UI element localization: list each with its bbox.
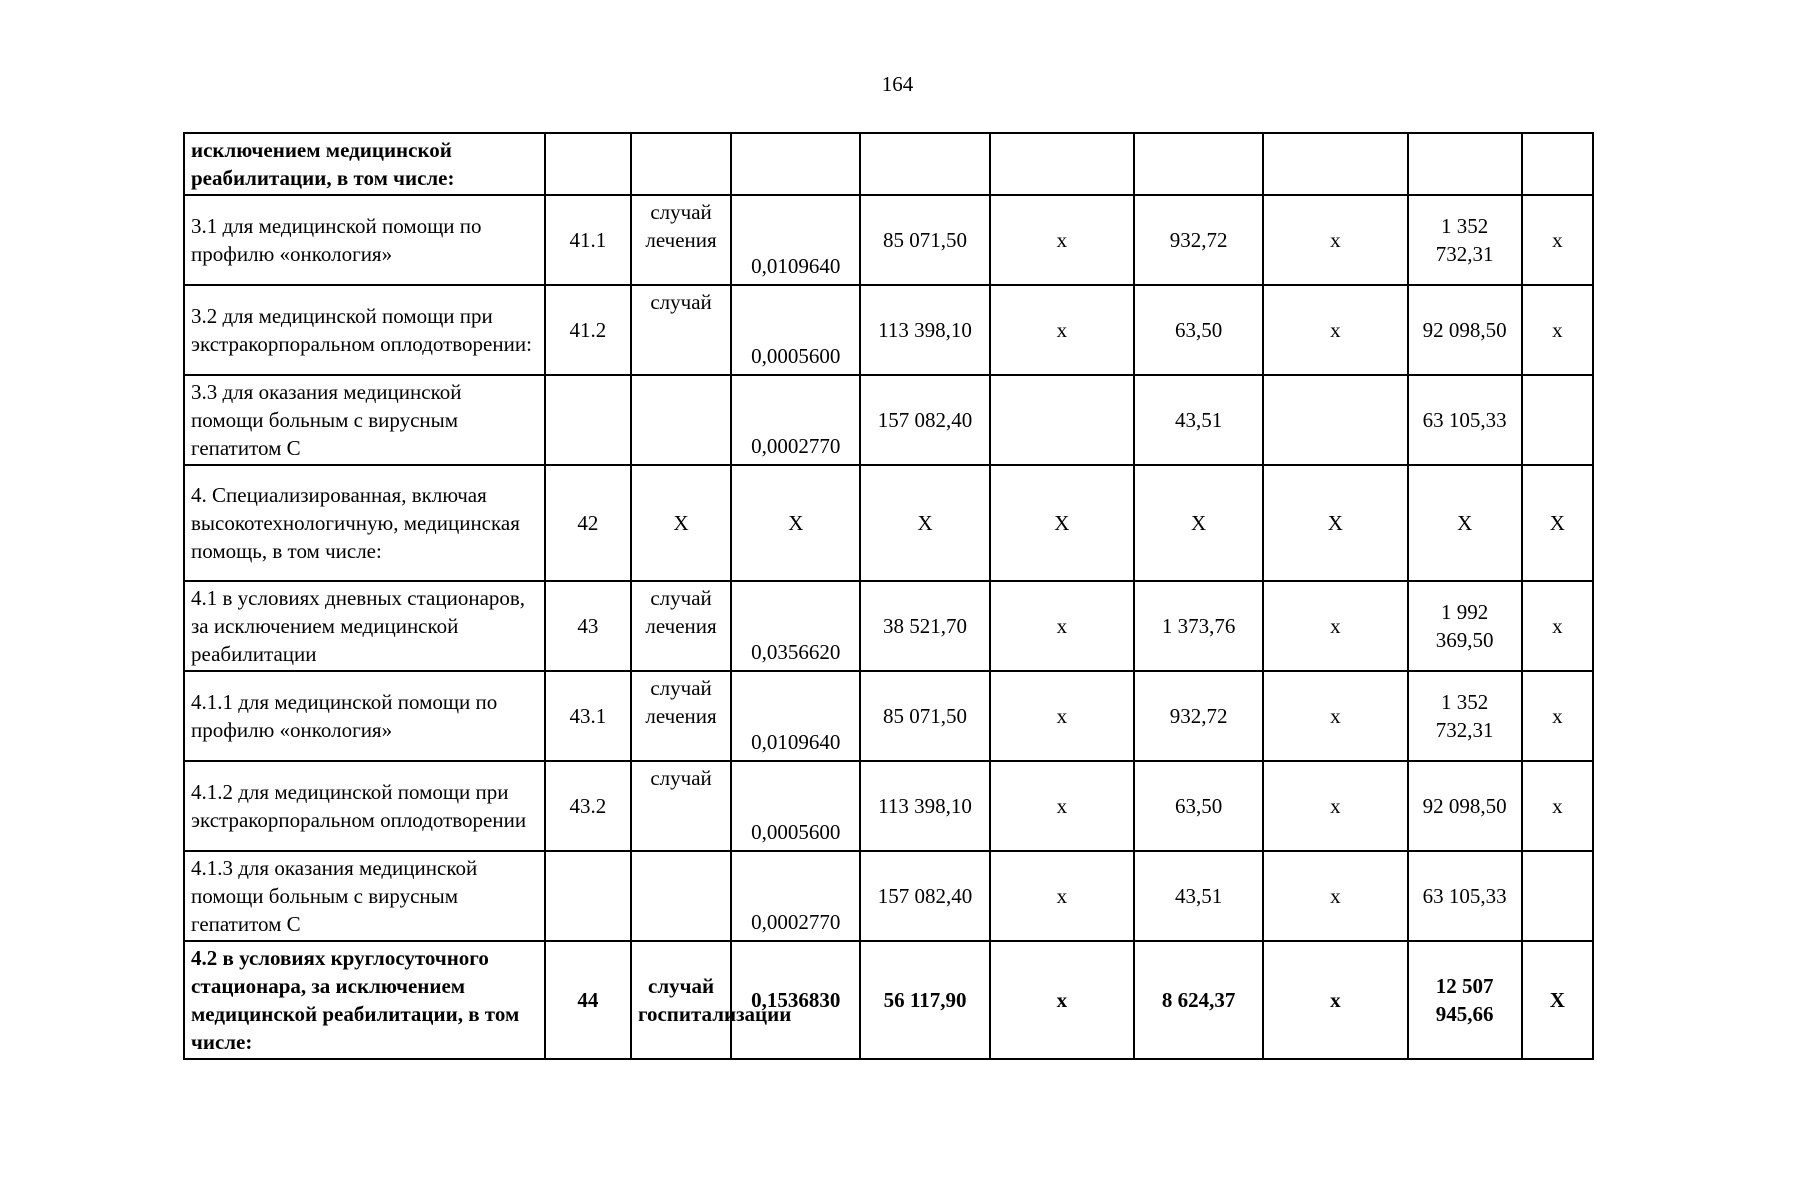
table-row [184,285,1593,375]
cell-unit-cost: 85 071,50 [860,195,989,285]
cell-description: 4.2 в условиях круглосуточного стационара, за исключением медицинской реабилитации, в том числе: [184,941,545,1059]
table-row [184,941,1593,1059]
cell-per-capita [1134,133,1263,195]
cell-unit [631,851,731,941]
cell-col6 [990,133,1134,195]
cell-col10 [1522,851,1593,941]
cell-col8 [1263,375,1407,465]
cell-col6: х [990,941,1134,1059]
cell-col8: Х [1263,465,1407,581]
cell-col8: х [1263,581,1407,671]
table-row [184,375,1593,465]
cell-total-cost: 12 507 945,66 [1408,941,1522,1059]
cell-total-cost: 63 105,33 [1408,851,1522,941]
cell-per-capita: 63,50 [1134,761,1263,851]
cell-row-code: 42 [545,465,631,581]
cell-per-capita: 1 373,76 [1134,581,1263,671]
table-row [184,851,1593,941]
cell-description: исключением медицинской реабилитации, в том числе: [184,133,545,195]
cell-total-cost: 1 992 369,50 [1408,581,1522,671]
cell-col6: х [990,671,1134,761]
cell-col6: х [990,761,1134,851]
cell-per-capita: 63,50 [1134,285,1263,375]
table-row [184,195,1593,285]
cell-unit-cost: 85 071,50 [860,671,989,761]
cell-row-code: 43.1 [545,671,631,761]
table-row [184,133,1593,195]
cell-per-capita: 43,51 [1134,375,1263,465]
cell-col6: х [990,195,1134,285]
table-row [184,761,1593,851]
cell-description: 4.1.3 для оказания медицинской помощи больным с вирусным гепатитом С [184,851,545,941]
cell-description: 4.1.2 для медицинской помощи при экстракорпоральном оплодотворении [184,761,545,851]
cell-col6: х [990,285,1134,375]
cell-row-code: 41.1 [545,195,631,285]
cell-col10 [1522,375,1593,465]
cell-col8: х [1263,671,1407,761]
cell-description: 4.1.1 для медицинской помощи по профилю «онкология» [184,671,545,761]
cell-unit-cost: 157 082,40 [860,851,989,941]
cell-row-code [545,851,631,941]
cell-unit: случай [631,761,731,851]
cell-col10: Х [1522,465,1593,581]
cell-total-cost: 1 352 732,31 [1408,195,1522,285]
cell-description: 3.3 для оказания медицинской помощи больным с вирусным гепатитом С [184,375,545,465]
cell-unit: Х [631,465,731,581]
cell-per-capita: 932,72 [1134,195,1263,285]
cell-description: 4. Специализированная, включая высокотехнологичную, медицинская помощь, в том числе: [184,465,545,581]
cell-col8 [1263,133,1407,195]
cell-total-cost: 92 098,50 [1408,285,1522,375]
table-row [184,581,1593,671]
cell-unit-cost [860,133,989,195]
cell-per-capita: 932,72 [1134,671,1263,761]
cell-col6: х [990,851,1134,941]
cell-description: 3.1 для медицинской помощи по профилю «онкология» [184,195,545,285]
page-number: 164 [881,72,914,96]
cell-per-capita: 8 624,37 [1134,941,1263,1059]
cell-volume-norm: Х [731,465,860,581]
cell-volume-norm: 0,0109640 [731,671,860,761]
cell-row-code [545,375,631,465]
cell-per-capita: 43,51 [1134,851,1263,941]
cell-col10: х [1522,581,1593,671]
cell-unit-cost: 157 082,40 [860,375,989,465]
cell-unit-cost: Х [860,465,989,581]
cell-unit-cost: 113 398,10 [860,761,989,851]
cell-row-code: 43 [545,581,631,671]
cell-row-code: 43.2 [545,761,631,851]
cell-row-code: 41.2 [545,285,631,375]
cell-description: 3.2 для медицинской помощи при экстракорпоральном оплодотворении: [184,285,545,375]
cell-volume-norm: 0,0005600 [731,761,860,851]
cell-col10: х [1522,285,1593,375]
cell-volume-norm: 0,0109640 [731,195,860,285]
cell-volume-norm: 0,0002770 [731,851,860,941]
cell-row-code [545,133,631,195]
cell-unit [631,375,731,465]
cell-col8: х [1263,285,1407,375]
cell-col8: х [1263,851,1407,941]
cell-col8: х [1263,941,1407,1059]
cell-col8: х [1263,761,1407,851]
cell-volume-norm: 0,0002770 [731,375,860,465]
table-row [184,671,1593,761]
financing-table [183,132,1594,1060]
cell-col10: х [1522,671,1593,761]
cell-col10: х [1522,761,1593,851]
cell-col6 [990,375,1134,465]
cell-unit: случай госпитализации [631,941,731,1059]
cell-unit [631,133,731,195]
cell-unit: случай [631,285,731,375]
cell-unit-cost: 113 398,10 [860,285,989,375]
cell-total-cost [1408,133,1522,195]
cell-row-code: 44 [545,941,631,1059]
cell-unit: случай лечения [631,195,731,285]
cell-per-capita: Х [1134,465,1263,581]
cell-col10: Х [1522,941,1593,1059]
cell-volume-norm [731,133,860,195]
cell-col10 [1522,133,1593,195]
cell-total-cost: 1 352 732,31 [1408,671,1522,761]
cell-volume-norm: 0,1536830 [731,941,860,1059]
cell-col10: х [1522,195,1593,285]
cell-total-cost: 63 105,33 [1408,375,1522,465]
cell-col6: Х [990,465,1134,581]
cell-total-cost: Х [1408,465,1522,581]
cell-unit: случай лечения [631,581,731,671]
table-row [184,465,1593,581]
cell-total-cost: 92 098,50 [1408,761,1522,851]
cell-unit: случай лечения [631,671,731,761]
cell-description: 4.1 в условиях дневных стационаров, за исключением медицинской реабилитации [184,581,545,671]
cell-volume-norm: 0,0356620 [731,581,860,671]
cell-col8: х [1263,195,1407,285]
cell-unit-cost: 38 521,70 [860,581,989,671]
cell-unit-cost: 56 117,90 [860,941,989,1059]
cell-col6: х [990,581,1134,671]
cell-volume-norm: 0,0005600 [731,285,860,375]
